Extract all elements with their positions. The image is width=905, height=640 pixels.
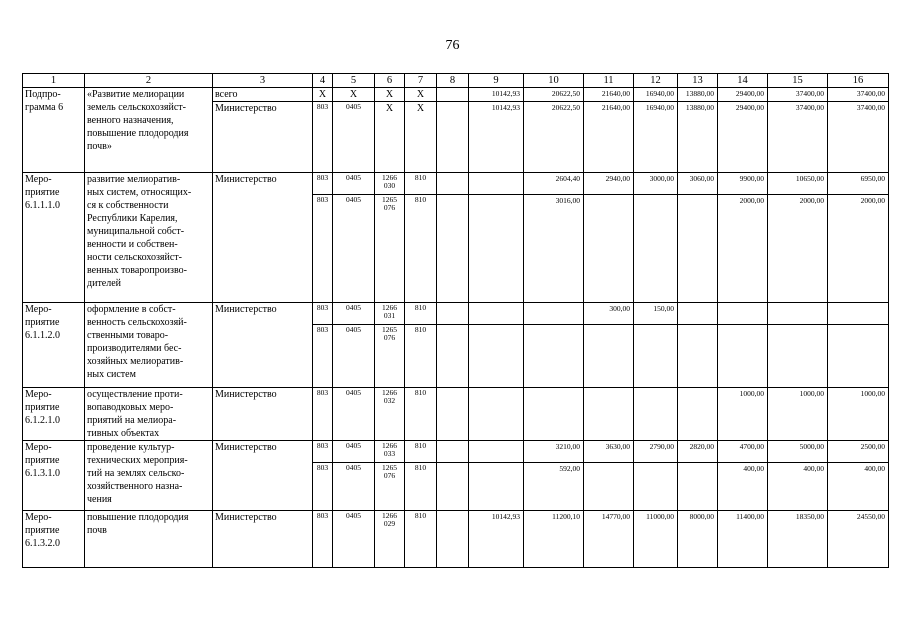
cell-c16: 37400,00 [828,88,889,102]
cell-c13: 2820,00 [678,441,718,463]
cell-c9 [469,441,524,463]
cell-c16: 400,00 [828,463,889,511]
cell-c15: 37400,00 [768,102,828,173]
cell-c9 [469,388,524,441]
cell-c11: 3630,00 [584,441,634,463]
cell-c7: 810 [405,325,437,388]
cell-c7: 810 [405,195,437,303]
cell-c13 [678,463,718,511]
cell-c4: 803 [313,511,333,568]
executor-cell: Министерство [213,511,313,568]
cell-c12: 2790,00 [634,441,678,463]
cell-c6: X [375,102,405,173]
cell-c9 [469,173,524,195]
cell-c6: X [375,88,405,102]
cell-c8 [437,173,469,195]
cell-c14: 2000,00 [718,195,768,303]
cell-c12 [634,195,678,303]
cell-c16: 2000,00 [828,195,889,303]
cell-c11: 2940,00 [584,173,634,195]
cell-c10: 20622,50 [524,102,584,173]
program-label: Подпро- грамма 6 [23,88,85,173]
cell-c4: 803 [313,441,333,463]
cell-c14: 29400,00 [718,88,768,102]
cell-c10 [524,303,584,325]
cell-c4: 803 [313,463,333,511]
cell-c13 [678,195,718,303]
executor-cell: Министерство [213,303,313,388]
header-cell: 1 [23,74,85,88]
cell-c8 [437,195,469,303]
cell-c13 [678,325,718,388]
cell-c7: 810 [405,463,437,511]
cell-c7: 810 [405,441,437,463]
header-cell: 14 [718,74,768,88]
table-row [23,303,889,325]
cell-c13: 8000,00 [678,511,718,568]
cell-c15: 400,00 [768,463,828,511]
header-cell: 7 [405,74,437,88]
cell-c12 [634,325,678,388]
cell-c11 [584,388,634,441]
header-cell: 11 [584,74,634,88]
executor-cell: Министерство [213,441,313,511]
executor-cell: всего [213,88,313,102]
cell-c16: 6950,00 [828,173,889,195]
cell-c6: 1266 031 [375,303,405,325]
header-cell: 4 [313,74,333,88]
executor-cell: Министерство [213,102,313,173]
table-row [23,388,889,441]
cell-c10 [524,388,584,441]
cell-c13: 3060,00 [678,173,718,195]
measure-name: повышение плодородия почв [85,511,213,568]
cell-c12: 16940,00 [634,102,678,173]
cell-c7: X [405,88,437,102]
header-cell: 2 [85,74,213,88]
cell-c8 [437,463,469,511]
cell-c4: 803 [313,102,333,173]
cell-c5: 0405 [333,102,375,173]
cell-c15: 37400,00 [768,88,828,102]
cell-c13: 13880,00 [678,102,718,173]
cell-c8 [437,388,469,441]
table-row [23,88,889,102]
cell-c10 [524,325,584,388]
cell-c14: 9900,00 [718,173,768,195]
cell-c7: 810 [405,303,437,325]
header-cell: 10 [524,74,584,88]
cell-c14: 11400,00 [718,511,768,568]
cell-c15: 1000,00 [768,388,828,441]
cell-c4: 803 [313,173,333,195]
cell-c14: 1000,00 [718,388,768,441]
cell-c9 [469,303,524,325]
cell-c15: 2000,00 [768,195,828,303]
cell-c14: 4700,00 [718,441,768,463]
cell-c5: 0405 [333,511,375,568]
cell-c11 [584,325,634,388]
cell-c9 [469,325,524,388]
cell-c6: 1266 029 [375,511,405,568]
cell-c15 [768,325,828,388]
cell-c14 [718,325,768,388]
header-cell: 6 [375,74,405,88]
cell-c12 [634,388,678,441]
measure-label: Меро- приятие 6.1.2.1.0 [23,388,85,441]
cell-c15: 18350,00 [768,511,828,568]
cell-c10: 2604,40 [524,173,584,195]
cell-c7: X [405,102,437,173]
cell-c6: 1266 033 [375,441,405,463]
measure-name: развитие мелиоратив- ных систем, относящих- ся к собственности Республики Карелия, муниципальной собст- венности и собствен- ности сельскохозяйст- венных товаропроизво- дителей [85,173,213,303]
table-row [23,441,889,463]
header-cell: 15 [768,74,828,88]
cell-c5: 0405 [333,173,375,195]
cell-c11: 21640,00 [584,102,634,173]
cell-c8 [437,441,469,463]
cell-c10: 11200,10 [524,511,584,568]
cell-c16 [828,325,889,388]
cell-c16: 2500,00 [828,441,889,463]
header-cell: 5 [333,74,375,88]
cell-c11: 21640,00 [584,88,634,102]
cell-c7: 810 [405,511,437,568]
cell-c10: 20622,50 [524,88,584,102]
cell-c4: 803 [313,303,333,325]
cell-c6: 1265 076 [375,325,405,388]
cell-c5: X [333,88,375,102]
cell-c5: 0405 [333,388,375,441]
cell-c6: 1265 076 [375,463,405,511]
cell-c4: 803 [313,195,333,303]
cell-c12: 150,00 [634,303,678,325]
budget-table [22,73,889,568]
cell-c10: 592,00 [524,463,584,511]
cell-c11: 300,00 [584,303,634,325]
cell-c12: 16940,00 [634,88,678,102]
executor-cell: Министерство [213,173,313,303]
cell-c6: 1265 076 [375,195,405,303]
table-row [23,173,889,195]
measure-label: Меро- приятие 6.1.1.2.0 [23,303,85,388]
cell-c7: 810 [405,173,437,195]
cell-c9: 10142,93 [469,88,524,102]
cell-c15 [768,303,828,325]
cell-c8 [437,102,469,173]
executor-cell: Министерство [213,388,313,441]
cell-c5: 0405 [333,303,375,325]
table-row [23,511,889,568]
cell-c4: X [313,88,333,102]
header-row [23,74,889,88]
cell-c5: 0405 [333,463,375,511]
cell-c14 [718,303,768,325]
header-cell: 8 [437,74,469,88]
cell-c14: 29400,00 [718,102,768,173]
cell-c13 [678,303,718,325]
cell-c6: 1266 030 [375,173,405,195]
cell-c4: 803 [313,325,333,388]
cell-c14: 400,00 [718,463,768,511]
cell-c16: 1000,00 [828,388,889,441]
cell-c15: 5000,00 [768,441,828,463]
cell-c5: 0405 [333,441,375,463]
cell-c12: 3000,00 [634,173,678,195]
header-cell: 13 [678,74,718,88]
cell-c10: 3016,00 [524,195,584,303]
cell-c5: 0405 [333,325,375,388]
header-cell: 3 [213,74,313,88]
cell-c9 [469,195,524,303]
measure-name: проведение культур- технических мероприя- тий на землях сельско- хозяйственного назна- чения [85,441,213,511]
measure-name: осуществление проти- вопаводковых меро- приятий на мелиора- тивных объектах [85,388,213,441]
cell-c4: 803 [313,388,333,441]
header-cell: 9 [469,74,524,88]
cell-c5: 0405 [333,195,375,303]
cell-c10: 3210,00 [524,441,584,463]
program-name: «Развитие мелиорации земель сельскохозяйст- венного назначения, повышение плодородия почв» [85,88,213,173]
cell-c12: 11000,00 [634,511,678,568]
cell-c16 [828,303,889,325]
cell-c11 [584,463,634,511]
cell-c12 [634,463,678,511]
cell-c11 [584,195,634,303]
cell-c8 [437,88,469,102]
cell-c9 [469,463,524,511]
cell-c6: 1266 032 [375,388,405,441]
cell-c9: 10142,93 [469,511,524,568]
measure-label: Меро- приятие 6.1.3.1.0 [23,441,85,511]
cell-c13: 13880,00 [678,88,718,102]
cell-c13 [678,388,718,441]
cell-c8 [437,303,469,325]
cell-c16: 37400,00 [828,102,889,173]
cell-c8 [437,511,469,568]
cell-c11: 14770,00 [584,511,634,568]
page-number: 76 [445,38,460,53]
cell-c9: 10142,93 [469,102,524,173]
measure-label: Меро- приятие 6.1.1.1.0 [23,173,85,303]
measure-name: оформление в собст- венность сельскохозяй- ственными товаро- производителями бес- хозяйных мелиоратив- ных систем [85,303,213,388]
cell-c7: 810 [405,388,437,441]
header-cell: 16 [828,74,889,88]
cell-c15: 10650,00 [768,173,828,195]
measure-label: Меро- приятие 6.1.3.2.0 [23,511,85,568]
cell-c16: 24550,00 [828,511,889,568]
header-cell: 12 [634,74,678,88]
cell-c8 [437,325,469,388]
